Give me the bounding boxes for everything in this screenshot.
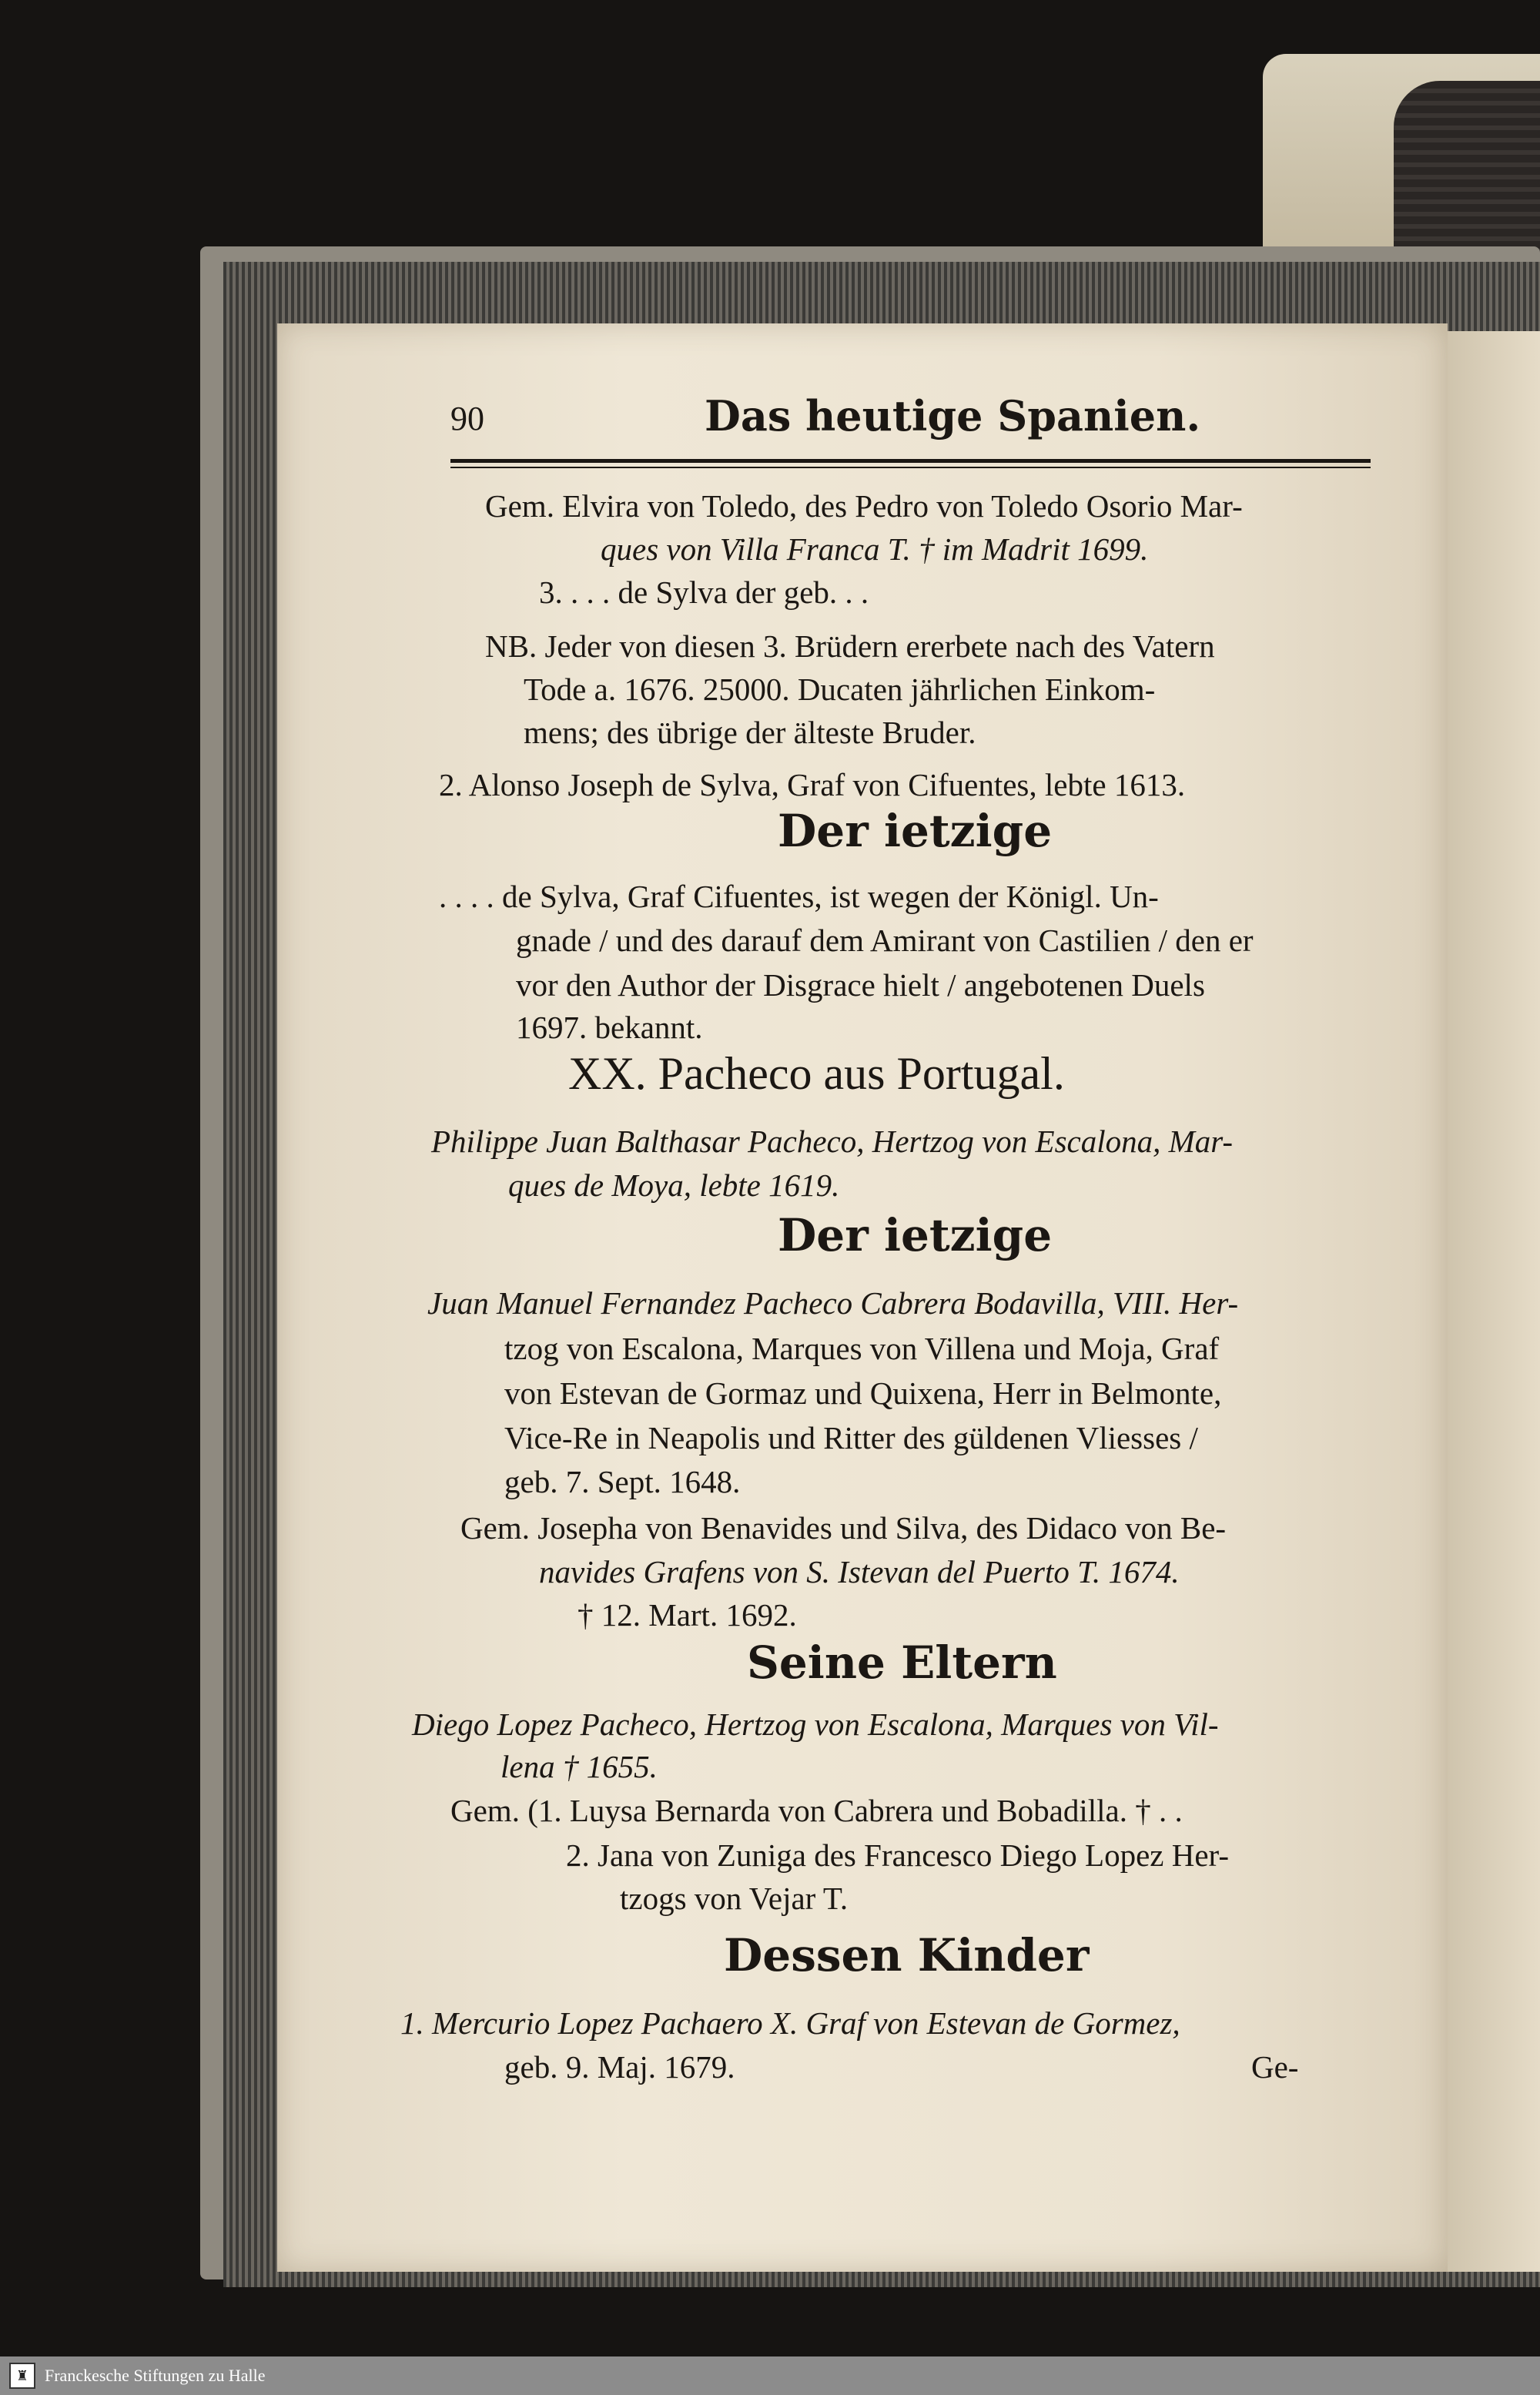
text-line: Vice-Re in Neapolis und Ritter des güldenen Vliesses / <box>504 1420 1198 1455</box>
text-line: tzogs von Vejar T. <box>620 1881 849 1916</box>
text-line: 1. Mercurio Lopez Pachaero X. Graf von Estevan de Gormez, <box>400 2005 1180 2041</box>
text-line: navides Grafens von S. Istevan del Puerto T. 1674. <box>539 1554 1180 1589</box>
section-subheading: Seine Eltern <box>747 1636 1057 1689</box>
section-subheading: Dessen Kinder <box>724 1929 1090 1981</box>
text-line: ques von Villa Franca T. † im Madrit 1699. <box>601 531 1149 567</box>
text-line: Diego Lopez Pacheco, Hertzog von Escalona, Marques von Vil- <box>412 1707 1219 1742</box>
text-line: Gem. Elvira von Toledo, des Pedro von Toledo Osorio Mar- <box>485 488 1243 524</box>
section-subheading: Der ietzige <box>778 805 1053 857</box>
credit-text: Franckesche Stiftungen zu Halle <box>45 2366 266 2385</box>
section-subheading: Der ietzige <box>778 1209 1053 1261</box>
text-line: Juan Manuel Fernandez Pacheco Cabrera Bodavilla, VIII. Her- <box>427 1285 1239 1321</box>
header-rule <box>450 459 1371 463</box>
institution-logo-icon: ♜ <box>9 2363 35 2389</box>
text-line: geb. 9. Maj. 1679. <box>504 2049 735 2085</box>
text-line: . . . . de Sylva, Graf Cifuentes, ist wegen der Königl. Un- <box>439 879 1159 914</box>
section-heading: XX. Pacheco aus Portugal. <box>568 1048 1065 1099</box>
text-line: NB. Jeder von diesen 3. Brüdern ererbete nach des Vatern <box>485 628 1215 664</box>
facing-page <box>1448 331 1540 2272</box>
text-line: 3. . . . de Sylva der geb. . . <box>539 574 869 610</box>
viewer-footer <box>0 2356 1540 2395</box>
text-line: von Estevan de Gormaz und Quixena, Herr in Belmonte, <box>504 1375 1222 1411</box>
text-line: Philippe Juan Balthasar Pacheco, Hertzog von Escalona, Mar- <box>431 1124 1234 1159</box>
text-line: Tode a. 1676. 25000. Ducaten jährlichen Einkom- <box>524 672 1156 707</box>
page-number: 90 <box>450 400 484 437</box>
text-line: 2. Alonso Joseph de Sylva, Graf von Cifuentes, lebte 1613. <box>439 767 1186 802</box>
text-line: ques de Moya, lebte 1619. <box>508 1167 840 1203</box>
header-rule-thin <box>450 467 1371 468</box>
text-line: mens; des übrige der älteste Bruder. <box>524 715 976 750</box>
text-line: lena † 1655. <box>500 1749 658 1784</box>
text-line: gnade / und des darauf dem Amirant von Castilien / den er <box>516 923 1254 958</box>
text-line: geb. 7. Sept. 1648. <box>504 1464 741 1499</box>
running-title: Das heutige Spanien. <box>705 391 1201 440</box>
text-line: 1697. bekannt. <box>516 1010 703 1045</box>
text-line: † 12. Mart. 1692. <box>578 1597 797 1633</box>
text-line: tzog von Escalona, Marques von Villena und Moja, Graf <box>504 1331 1220 1366</box>
text-line: Gem. Josepha von Benavides und Silva, des Didaco von Be- <box>460 1510 1227 1546</box>
text-line: Gem. (1. Luysa Bernarda von Cabrera und Bobadilla. † . . <box>450 1793 1183 1828</box>
text-line: vor den Author der Disgrace hielt / angebotenen Duels <box>516 967 1205 1003</box>
catchword: Ge- <box>1251 2049 1299 2085</box>
text-line: 2. Jana von Zuniga des Francesco Diego Lopez Her- <box>566 1837 1230 1873</box>
